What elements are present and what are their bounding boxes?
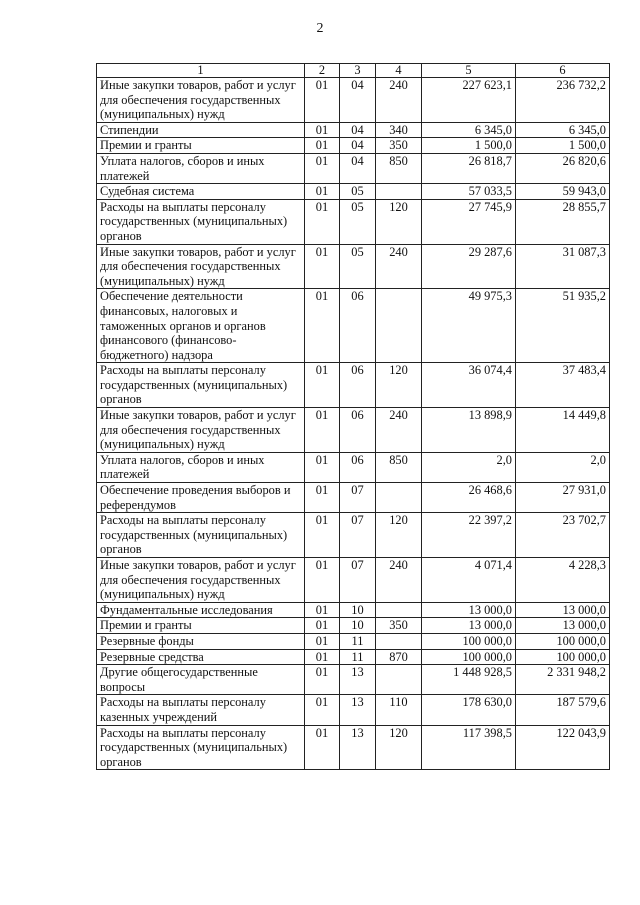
section-code-cell: 01 (305, 363, 340, 408)
row-name-cell: Иные закупки товаров, работ и услуг для обеспечения государственных (муниципальных) нужд (97, 244, 305, 289)
row-name-cell: Расходы на выплаты персоналу государственных (муниципальных) органов (97, 363, 305, 408)
amount-year2-cell: 13 000,0 (516, 602, 610, 618)
amount-year1-cell: 100 000,0 (422, 633, 516, 649)
subsection-code-cell: 06 (340, 363, 376, 408)
amount-year2-cell: 13 000,0 (516, 618, 610, 634)
section-code-cell: 01 (305, 289, 340, 363)
amount-year1-cell: 2,0 (422, 452, 516, 482)
amount-year1-cell: 26 818,7 (422, 153, 516, 183)
table-row (97, 78, 610, 123)
table-row (97, 244, 610, 289)
column-header: 2 (305, 64, 340, 78)
amount-year2-cell: 100 000,0 (516, 649, 610, 665)
row-name-cell: Расходы на выплаты персоналу государственных (муниципальных) органов (97, 199, 305, 244)
expense-type-cell: 240 (376, 558, 422, 603)
table-row (97, 153, 610, 183)
subsection-code-cell: 05 (340, 244, 376, 289)
section-code-cell: 01 (305, 558, 340, 603)
expense-type-cell: 850 (376, 153, 422, 183)
amount-year1-cell: 57 033,5 (422, 184, 516, 200)
amount-year1-cell: 13 000,0 (422, 618, 516, 634)
column-header: 3 (340, 64, 376, 78)
expense-type-cell: 340 (376, 122, 422, 138)
subsection-code-cell: 10 (340, 602, 376, 618)
subsection-code-cell: 06 (340, 408, 376, 453)
table-row (97, 649, 610, 665)
amount-year2-cell: 1 500,0 (516, 138, 610, 154)
expense-type-cell: 240 (376, 408, 422, 453)
expense-type-cell (376, 289, 422, 363)
amount-year2-cell: 6 345,0 (516, 122, 610, 138)
budget-table (96, 63, 610, 770)
expense-type-cell (376, 483, 422, 513)
expense-type-cell (376, 602, 422, 618)
table-row (97, 513, 610, 558)
expense-type-cell: 240 (376, 78, 422, 123)
expense-type-cell: 350 (376, 138, 422, 154)
subsection-code-cell: 07 (340, 513, 376, 558)
section-code-cell: 01 (305, 122, 340, 138)
section-code-cell: 01 (305, 633, 340, 649)
subsection-code-cell: 13 (340, 665, 376, 695)
table-row (97, 725, 610, 770)
row-name-cell: Иные закупки товаров, работ и услуг для обеспечения государственных (муниципальных) нужд (97, 78, 305, 123)
amount-year1-cell: 227 623,1 (422, 78, 516, 123)
subsection-code-cell: 06 (340, 452, 376, 482)
section-code-cell: 01 (305, 153, 340, 183)
amount-year1-cell: 49 975,3 (422, 289, 516, 363)
subsection-code-cell: 10 (340, 618, 376, 634)
section-code-cell: 01 (305, 695, 340, 725)
amount-year2-cell: 4 228,3 (516, 558, 610, 603)
amount-year1-cell: 13 898,9 (422, 408, 516, 453)
amount-year2-cell: 122 043,9 (516, 725, 610, 770)
section-code-cell: 01 (305, 513, 340, 558)
section-code-cell: 01 (305, 408, 340, 453)
section-code-cell: 01 (305, 199, 340, 244)
row-name-cell: Иные закупки товаров, работ и услуг для обеспечения государственных (муниципальных) нужд (97, 558, 305, 603)
subsection-code-cell: 04 (340, 78, 376, 123)
expense-type-cell (376, 184, 422, 200)
amount-year2-cell: 37 483,4 (516, 363, 610, 408)
table-row (97, 618, 610, 634)
amount-year1-cell: 117 398,5 (422, 725, 516, 770)
amount-year1-cell: 27 745,9 (422, 199, 516, 244)
amount-year2-cell: 2 331 948,2 (516, 665, 610, 695)
row-name-cell: Обеспечение проведения выборов и референдумов (97, 483, 305, 513)
row-name-cell: Другие общегосударственные вопросы (97, 665, 305, 695)
section-code-cell: 01 (305, 602, 340, 618)
amount-year2-cell: 59 943,0 (516, 184, 610, 200)
row-name-cell: Резервные средства (97, 649, 305, 665)
section-code-cell: 01 (305, 78, 340, 123)
row-name-cell: Резервные фонды (97, 633, 305, 649)
table-row (97, 483, 610, 513)
table-row (97, 184, 610, 200)
column-header: 6 (516, 64, 610, 78)
row-name-cell: Расходы на выплаты персоналу государственных (муниципальных) органов (97, 513, 305, 558)
expense-type-cell (376, 665, 422, 695)
subsection-code-cell: 11 (340, 633, 376, 649)
row-name-cell: Премии и гранты (97, 618, 305, 634)
row-name-cell: Судебная система (97, 184, 305, 200)
section-code-cell: 01 (305, 244, 340, 289)
amount-year1-cell: 26 468,6 (422, 483, 516, 513)
expense-type-cell: 240 (376, 244, 422, 289)
amount-year1-cell: 6 345,0 (422, 122, 516, 138)
amount-year2-cell: 31 087,3 (516, 244, 610, 289)
expense-type-cell: 850 (376, 452, 422, 482)
expense-type-cell: 350 (376, 618, 422, 634)
amount-year1-cell: 1 448 928,5 (422, 665, 516, 695)
row-name-cell: Стипендии (97, 122, 305, 138)
expense-type-cell (376, 633, 422, 649)
section-code-cell: 01 (305, 618, 340, 634)
amount-year2-cell: 100 000,0 (516, 633, 610, 649)
subsection-code-cell: 04 (340, 138, 376, 154)
subsection-code-cell: 07 (340, 483, 376, 513)
section-code-cell: 01 (305, 138, 340, 154)
amount-year2-cell: 51 935,2 (516, 289, 610, 363)
amount-year1-cell: 1 500,0 (422, 138, 516, 154)
table-row (97, 363, 610, 408)
amount-year1-cell: 4 071,4 (422, 558, 516, 603)
subsection-code-cell: 07 (340, 558, 376, 603)
amount-year2-cell: 14 449,8 (516, 408, 610, 453)
subsection-code-cell: 13 (340, 725, 376, 770)
subsection-code-cell: 04 (340, 122, 376, 138)
table-row (97, 665, 610, 695)
table-row (97, 122, 610, 138)
amount-year2-cell: 187 579,6 (516, 695, 610, 725)
table-row (97, 408, 610, 453)
amount-year1-cell: 29 287,6 (422, 244, 516, 289)
expense-type-cell: 120 (376, 199, 422, 244)
table-row (97, 452, 610, 482)
page-number: 2 (316, 21, 324, 36)
row-name-cell: Фундаментальные исследования (97, 602, 305, 618)
subsection-code-cell: 05 (340, 199, 376, 244)
table-row (97, 289, 610, 363)
section-code-cell: 01 (305, 649, 340, 665)
amount-year2-cell: 236 732,2 (516, 78, 610, 123)
subsection-code-cell: 11 (340, 649, 376, 665)
row-name-cell: Расходы на выплаты персоналу государственных (муниципальных) органов (97, 725, 305, 770)
column-header: 5 (422, 64, 516, 78)
table-row (97, 558, 610, 603)
table-row (97, 695, 610, 725)
table-row (97, 602, 610, 618)
section-code-cell: 01 (305, 483, 340, 513)
amount-year1-cell: 178 630,0 (422, 695, 516, 725)
row-name-cell: Обеспечение деятельности финансовых, налоговых и таможенных органов и органов финансового (финансово-бюджетного) надзора (97, 289, 305, 363)
amount-year2-cell: 28 855,7 (516, 199, 610, 244)
row-name-cell: Иные закупки товаров, работ и услуг для обеспечения государственных (муниципальных) нужд (97, 408, 305, 453)
subsection-code-cell: 05 (340, 184, 376, 200)
column-header: 1 (97, 64, 305, 78)
header-row (97, 64, 610, 78)
table-row (97, 138, 610, 154)
expense-type-cell: 110 (376, 695, 422, 725)
row-name-cell: Уплата налогов, сборов и иных платежей (97, 452, 305, 482)
amount-year2-cell: 26 820,6 (516, 153, 610, 183)
amount-year2-cell: 2,0 (516, 452, 610, 482)
section-code-cell: 01 (305, 665, 340, 695)
subsection-code-cell: 06 (340, 289, 376, 363)
expense-type-cell: 870 (376, 649, 422, 665)
section-code-cell: 01 (305, 184, 340, 200)
expense-type-cell: 120 (376, 363, 422, 408)
amount-year1-cell: 100 000,0 (422, 649, 516, 665)
table-row (97, 633, 610, 649)
subsection-code-cell: 13 (340, 695, 376, 725)
amount-year1-cell: 22 397,2 (422, 513, 516, 558)
row-name-cell: Уплата налогов, сборов и иных платежей (97, 153, 305, 183)
amount-year2-cell: 23 702,7 (516, 513, 610, 558)
column-header: 4 (376, 64, 422, 78)
row-name-cell: Расходы на выплаты персоналу казенных учреждений (97, 695, 305, 725)
subsection-code-cell: 04 (340, 153, 376, 183)
section-code-cell: 01 (305, 452, 340, 482)
amount-year2-cell: 27 931,0 (516, 483, 610, 513)
amount-year1-cell: 36 074,4 (422, 363, 516, 408)
section-code-cell: 01 (305, 725, 340, 770)
expense-type-cell: 120 (376, 513, 422, 558)
expense-type-cell: 120 (376, 725, 422, 770)
row-name-cell: Премии и гранты (97, 138, 305, 154)
amount-year1-cell: 13 000,0 (422, 602, 516, 618)
table-row (97, 199, 610, 244)
